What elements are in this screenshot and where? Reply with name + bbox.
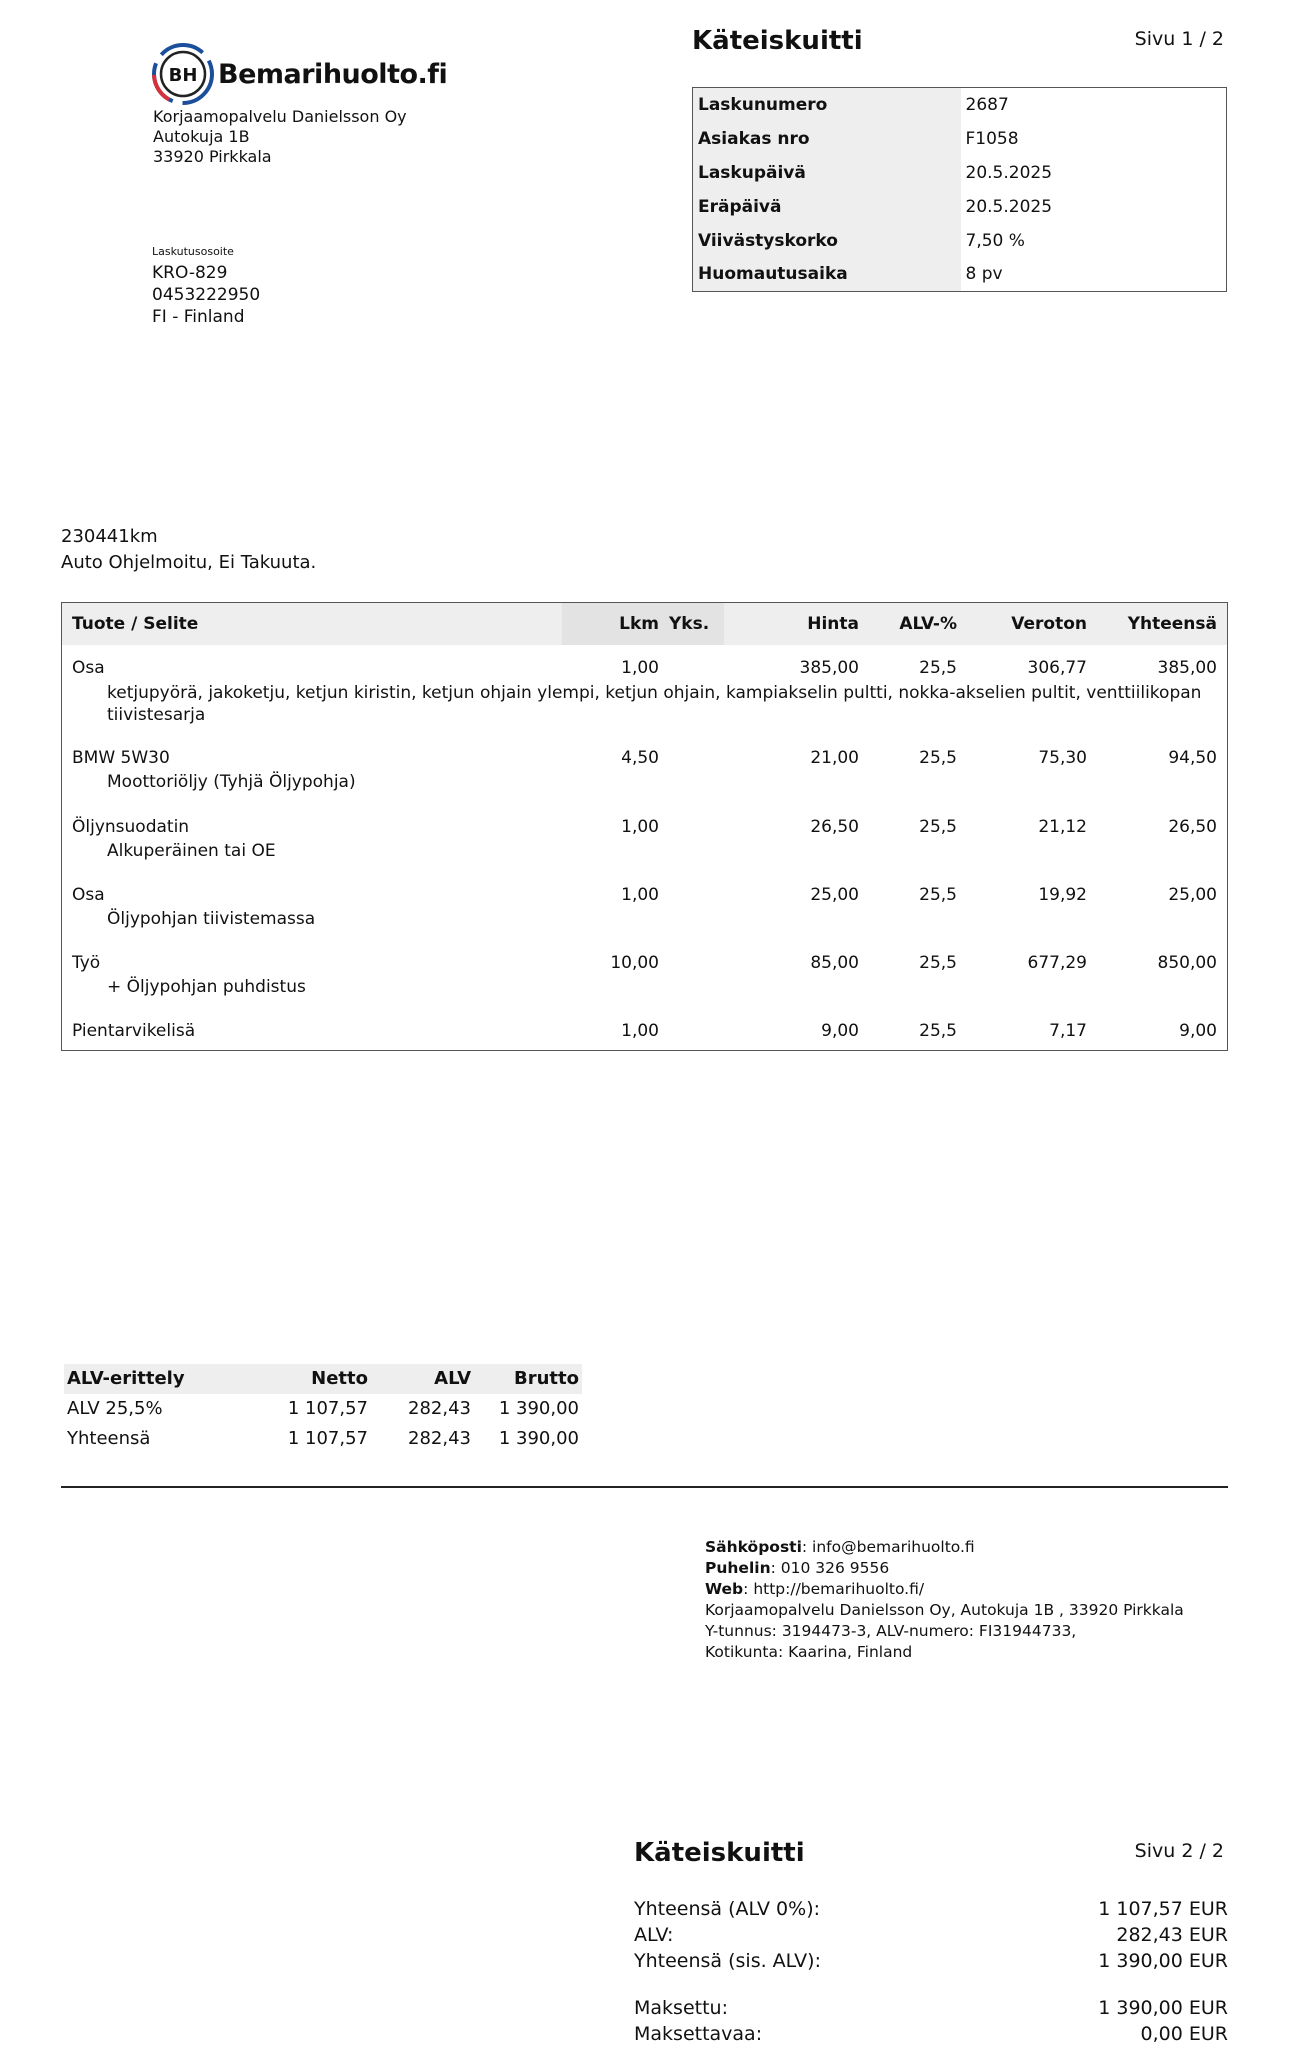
item-price: 21,00 bbox=[810, 748, 859, 768]
contact-email-line: Sähköposti: info@bemarihuolto.fi bbox=[705, 1538, 975, 1556]
item-name: Osa bbox=[72, 658, 105, 678]
item-qty: 10,00 bbox=[610, 953, 659, 973]
header-total: Yhteensä bbox=[1127, 614, 1217, 634]
item-total: 9,00 bbox=[1179, 1021, 1217, 1041]
vat-row-gross: 1 390,00 bbox=[498, 1398, 579, 1419]
item-net: 7,17 bbox=[1049, 1021, 1087, 1041]
item-price: 25,00 bbox=[810, 885, 859, 905]
info-value: 7,50 % bbox=[965, 230, 1025, 251]
vat-header-gross: Brutto bbox=[514, 1368, 579, 1389]
totals-row bbox=[634, 1924, 1228, 1950]
totals-label: Yhteensä (sis. ALV): bbox=[634, 1950, 821, 1972]
item-total: 385,00 bbox=[1157, 658, 1217, 678]
info-key: Asiakas nro bbox=[693, 122, 961, 156]
email-label: Sähköposti bbox=[705, 1538, 802, 1556]
vat-row-gross: 1 390,00 bbox=[498, 1428, 579, 1449]
vat-header-vat: ALV bbox=[434, 1368, 471, 1389]
document-title: Käteiskuitti bbox=[692, 26, 863, 56]
logo-name: Bemarihuolto.fi bbox=[218, 58, 448, 90]
totals-label: ALV: bbox=[634, 1924, 674, 1946]
info-row bbox=[693, 224, 1227, 258]
billing-line: FI - Finland bbox=[152, 307, 245, 327]
totals-row bbox=[634, 1950, 1228, 1976]
header-qty: Lkm bbox=[619, 614, 659, 634]
vat-row-vat: 282,43 bbox=[408, 1398, 471, 1419]
web-link[interactable]: http://bemarihuolto.fi/ bbox=[753, 1580, 925, 1598]
item-qty: 1,00 bbox=[621, 1021, 659, 1041]
billing-line: 0453222950 bbox=[152, 285, 261, 305]
item-qty: 1,00 bbox=[621, 658, 659, 678]
item-vat: 25,5 bbox=[919, 817, 957, 837]
item-total: 26,50 bbox=[1168, 817, 1217, 837]
item-net: 19,92 bbox=[1038, 885, 1087, 905]
item-description: Öljypohjan tiivistemassa bbox=[107, 909, 316, 929]
phone-value: 010 326 9556 bbox=[780, 1559, 890, 1577]
item-name: Öljynsuodatin bbox=[72, 817, 190, 837]
bh-logo-icon bbox=[152, 43, 214, 105]
item-vat: 25,5 bbox=[919, 748, 957, 768]
due-value: 0,00 EUR bbox=[1140, 2023, 1228, 2045]
payment-block bbox=[634, 1997, 1228, 2049]
contact-phone-line: Puhelin: 010 326 9556 bbox=[705, 1559, 890, 1577]
warranty-note: Auto Ohjelmoitu, Ei Takuuta. bbox=[61, 552, 317, 573]
company-address bbox=[153, 107, 407, 167]
paid-label: Maksettu: bbox=[634, 1997, 728, 2019]
payment-row bbox=[634, 2023, 1228, 2049]
header-price: Hinta bbox=[807, 614, 859, 634]
item-vat: 25,5 bbox=[919, 953, 957, 973]
item-name: BMW 5W30 bbox=[72, 748, 170, 768]
item-name: Pientarvikelisä bbox=[72, 1021, 196, 1041]
item-total: 94,50 bbox=[1168, 748, 1217, 768]
vat-row-vat: 282,43 bbox=[408, 1428, 471, 1449]
item-qty: 1,00 bbox=[621, 885, 659, 905]
totals-value: 1 390,00 EUR bbox=[1098, 1950, 1228, 1972]
paid-value: 1 390,00 EUR bbox=[1098, 1997, 1228, 2019]
items-table bbox=[61, 602, 1228, 1051]
totals-label: Yhteensä (ALV 0%): bbox=[634, 1898, 821, 1920]
item-name: Työ bbox=[72, 953, 101, 973]
item-total: 25,00 bbox=[1168, 885, 1217, 905]
totals-value: 1 107,57 EUR bbox=[1098, 1898, 1228, 1920]
item-description: ketjupyörä, jakoketju, ketjun kiristin, ketjun ohjain ylempi, ketjun ohjain, kampiakselin pultti, nokka-akselien pultit, venttiilikopan tiivistesarja bbox=[107, 683, 1202, 725]
info-row bbox=[693, 258, 1227, 292]
invoice-notes bbox=[61, 524, 316, 576]
vat-row-net: 1 107,57 bbox=[287, 1428, 368, 1449]
items-header bbox=[62, 603, 1227, 645]
contact-info bbox=[705, 1537, 1184, 1663]
vat-summary-row bbox=[64, 1424, 582, 1454]
item-name: Osa bbox=[72, 885, 105, 905]
vat-header-label: ALV-erittely bbox=[67, 1368, 185, 1389]
vat-summary-row bbox=[64, 1394, 582, 1424]
web-label: Web bbox=[705, 1580, 744, 1598]
billing-address bbox=[152, 262, 260, 328]
item-net: 75,30 bbox=[1038, 748, 1087, 768]
mileage-note: 230441km bbox=[61, 526, 158, 547]
item-vat: 25,5 bbox=[919, 658, 957, 678]
item-net: 677,29 bbox=[1027, 953, 1087, 973]
info-key: Laskupäivä bbox=[693, 156, 961, 190]
item-net: 306,77 bbox=[1027, 658, 1087, 678]
item-qty: 1,00 bbox=[621, 817, 659, 837]
due-label: Maksettavaa: bbox=[634, 2023, 763, 2045]
email-link[interactable]: info@bemarihuolto.fi bbox=[812, 1538, 975, 1556]
header-unit: Yks. bbox=[669, 614, 710, 634]
vat-summary-table bbox=[64, 1364, 582, 1454]
invoice-info-table bbox=[692, 87, 1227, 292]
item-vat: 25,5 bbox=[919, 1021, 957, 1041]
billing-line: KRO-829 bbox=[152, 263, 228, 283]
vat-row-label: Yhteensä bbox=[67, 1428, 151, 1449]
header-net: Veroton bbox=[1011, 614, 1087, 634]
page-number: Sivu 1 / 2 bbox=[1134, 28, 1224, 50]
header-vat: ALV-% bbox=[899, 614, 957, 634]
vat-header-net: Netto bbox=[311, 1368, 368, 1389]
info-value: 2687 bbox=[965, 94, 1009, 115]
vat-row-label: ALV 25,5% bbox=[67, 1398, 163, 1419]
totals-block bbox=[634, 1898, 1228, 1976]
item-description: Alkuperäinen tai OE bbox=[107, 841, 276, 861]
totals-row bbox=[634, 1898, 1228, 1924]
document-title-page2: Käteiskuitti bbox=[634, 1838, 805, 1868]
info-row bbox=[693, 190, 1227, 224]
header-product: Tuote / Selite bbox=[72, 614, 199, 634]
contact-web-line: Web: http://bemarihuolto.fi/ bbox=[705, 1580, 925, 1598]
vat-summary-header bbox=[64, 1364, 582, 1394]
info-key: Laskunumero bbox=[693, 88, 961, 122]
logo-badge: BH bbox=[168, 65, 198, 86]
item-total: 850,00 bbox=[1157, 953, 1217, 973]
billing-label: Laskutusosoite bbox=[152, 245, 234, 258]
payment-row bbox=[634, 1997, 1228, 2023]
info-key: Eräpäivä bbox=[693, 190, 961, 224]
item-description: Moottoriöljy (Tyhjä Öljypohja) bbox=[107, 772, 356, 792]
info-row bbox=[693, 122, 1227, 156]
item-vat: 25,5 bbox=[919, 885, 957, 905]
info-value: 8 pv bbox=[965, 264, 1003, 285]
footer-divider bbox=[61, 1486, 1228, 1488]
contact-home: Kotikunta: Kaarina, Finland bbox=[705, 1643, 913, 1661]
item-net: 21,12 bbox=[1038, 817, 1087, 837]
company-street: Autokuja 1B bbox=[153, 127, 250, 146]
vat-row-net: 1 107,57 bbox=[287, 1398, 368, 1419]
phone-label: Puhelin bbox=[705, 1559, 771, 1577]
info-row bbox=[693, 156, 1227, 190]
company-name: Korjaamopalvelu Danielsson Oy bbox=[153, 107, 407, 126]
item-price: 26,50 bbox=[810, 817, 859, 837]
item-description: + Öljypohjan puhdistus bbox=[107, 977, 306, 997]
totals-value: 282,43 EUR bbox=[1116, 1924, 1228, 1946]
info-value: F1058 bbox=[965, 128, 1019, 149]
info-key: Viivästyskorko bbox=[693, 224, 961, 258]
company-city: 33920 Pirkkala bbox=[153, 147, 272, 166]
info-value: 20.5.2025 bbox=[965, 196, 1053, 217]
contact-ids: Y-tunnus: 3194473-3, ALV-numero: FI31944733, bbox=[705, 1622, 1077, 1640]
info-value: 20.5.2025 bbox=[965, 162, 1053, 183]
info-row bbox=[693, 88, 1227, 122]
contact-address: Korjaamopalvelu Danielsson Oy, Autokuja 1B , 33920 Pirkkala bbox=[705, 1601, 1184, 1619]
item-price: 85,00 bbox=[810, 953, 859, 973]
item-price: 385,00 bbox=[799, 658, 859, 678]
item-qty: 4,50 bbox=[621, 748, 659, 768]
info-key: Huomautusaika bbox=[693, 258, 961, 292]
page-number-page2: Sivu 2 / 2 bbox=[1134, 1840, 1224, 1862]
company-logo bbox=[152, 42, 448, 106]
item-price: 9,00 bbox=[821, 1021, 859, 1041]
